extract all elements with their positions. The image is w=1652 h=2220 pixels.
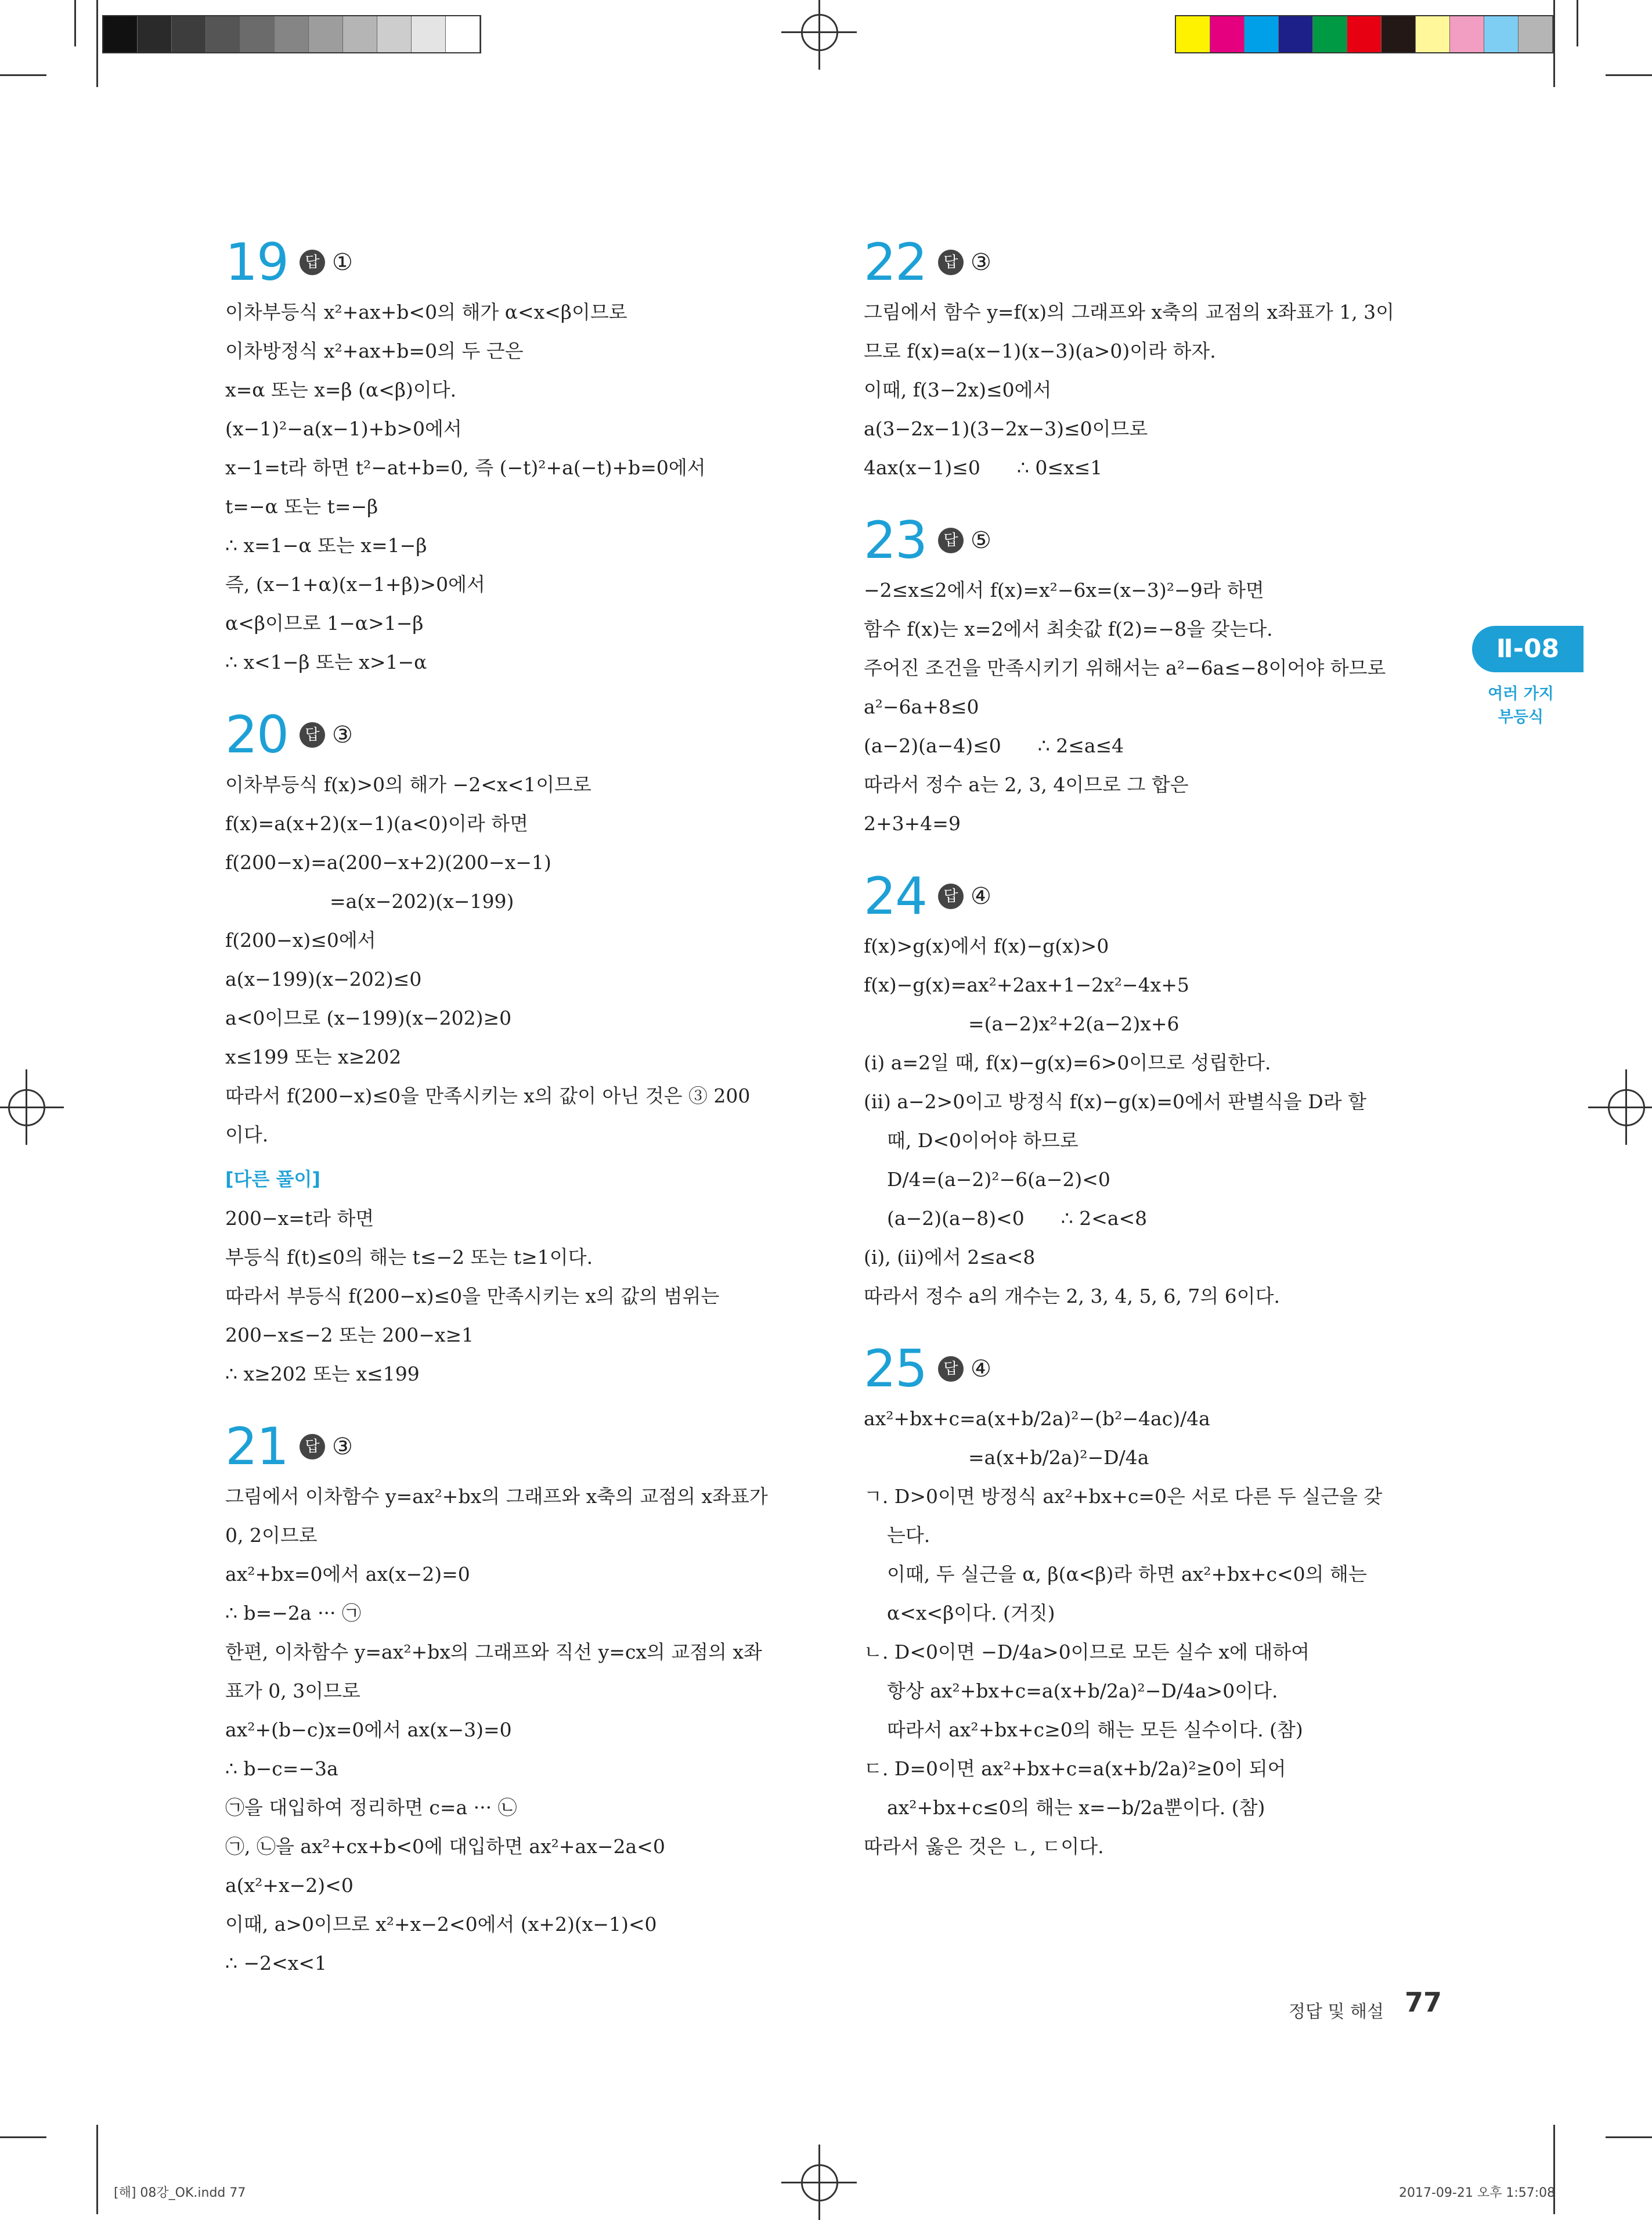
solution-line: ∴ x=1−α 또는 x=1−β [225, 534, 427, 557]
gray-swatch [275, 16, 309, 52]
problem-number: 19 [225, 232, 288, 292]
alternative-solution-line: ∴ x≥202 또는 x≤199 [225, 1363, 420, 1385]
color-swatch [1450, 16, 1484, 52]
right-column [864, 232, 1433, 1889]
gray-swatch [206, 16, 240, 52]
crop-mark-bottom-right-h [1606, 2136, 1652, 2138]
solution-line: ∴ x<1−β 또는 x>1−α [225, 651, 427, 673]
solution-line: t=−α 또는 t=−β [225, 495, 378, 518]
solution-line: a(x−199)(x−202)≤0 [225, 968, 422, 990]
solution-line: 따라서 ax²+bx+c≥0의 해는 모든 실수이다. (참) [887, 1718, 1303, 1741]
problem-header [225, 1417, 794, 1477]
answer-choice: ④ [970, 882, 991, 910]
solution-line: (a−2)(a−4)≤0 ∴ 2≤a≤4 [864, 734, 1124, 757]
solution-line: −2≤x≤2에서 f(x)=x²−6x=(x−3)²−9라 하면 [864, 579, 1264, 601]
problem-25 [864, 1339, 1433, 1866]
crop-mark-top-left-v2 [96, 0, 98, 87]
color-swatch [1347, 16, 1382, 52]
left-column [225, 232, 794, 2006]
solution-line: 그림에서 이차함수 y=ax²+bx의 그래프와 x축의 교점의 x좌표가 [225, 1485, 768, 1508]
solution-line: x−1=t라 하면 t²−at+b=0, 즉 (−t)²+a(−t)+b=0에서 [225, 456, 706, 479]
alternative-solution-line: 부등식 f(t)≤0의 해는 t≤−2 또는 t≥1이다. [225, 1246, 593, 1268]
crop-mark-top-left-h [0, 74, 46, 76]
solution-line: 이차부등식 x²+ax+b<0의 해가 α<x<β이므로 [225, 301, 627, 323]
gray-swatch [343, 16, 377, 52]
solution-line: a(3−2x−1)(3−2x−3)≤0이므로 [864, 417, 1148, 440]
grayscale-color-bar [102, 15, 481, 53]
gray-swatch [309, 16, 343, 52]
problem-header [864, 510, 1433, 571]
solution-line: =a(x+b/2a)²−D/4a [968, 1446, 1149, 1469]
color-swatch [1313, 16, 1347, 52]
solution-line: 이차방정식 x²+ax+b=0의 두 근은 [225, 340, 524, 362]
solution-line: (x−1)²−a(x−1)+b>0에서 [225, 417, 462, 440]
process-color-bar [1175, 15, 1554, 53]
crop-mark-bottom-left-h [0, 2136, 46, 2138]
solution-line: f(x)>g(x)에서 f(x)−g(x)>0 [864, 935, 1109, 957]
alternative-solution-line: 200−x=t라 하면 [225, 1207, 374, 1230]
chapter-tab: Ⅱ-08 [1472, 626, 1584, 672]
solution-line: 함수 f(x)는 x=2에서 최솟값 f(2)=−8을 갖는다. [864, 618, 1273, 640]
solution-line: f(x)−g(x)=ax²+2ax+1−2x²−4x+5 [864, 974, 1189, 996]
solution-line: α<x<β이다. (거짓) [887, 1602, 1055, 1624]
solution-line: ax²+(b−c)x=0에서 ax(x−3)=0 [225, 1718, 512, 1741]
solution-line: D/4=(a−2)²−6(a−2)<0 [887, 1168, 1110, 1191]
solution-line: 므로 f(x)=a(x−1)(x−3)(a>0)이라 하자. [864, 340, 1216, 362]
solution-line: =a(x−202)(x−199) [330, 890, 514, 913]
solution-line: f(200−x)=a(200−x+2)(200−x−1) [225, 851, 551, 874]
footer-section-label: 정답 및 해설 [1289, 2002, 1384, 2022]
answer-badge: 답 [938, 250, 964, 275]
color-swatch [1210, 16, 1245, 52]
problem-24 [864, 866, 1433, 1316]
problem-19 [225, 232, 794, 682]
solution-line: a<0이므로 (x−199)(x−202)≥0 [225, 1007, 512, 1029]
color-swatch [1176, 16, 1210, 52]
registration-mark-top [781, 0, 857, 70]
solution-line: ㉠, ㉡을 ax²+cx+b<0에 대입하면 ax²+ax−2a<0 [225, 1835, 665, 1858]
solution-line: 는다. [887, 1524, 930, 1547]
slug-datetime: 2017-09-21 오후 1:57:08 [1399, 2186, 1556, 2200]
solution-line: 주어진 조건을 만족시키기 위해서는 a²−6a≤−8이어야 하므로 [864, 657, 1386, 679]
answer-choice: ⑤ [970, 527, 991, 554]
color-swatch [1382, 16, 1416, 52]
solution-line: 따라서 옳은 것은 ㄴ, ㄷ이다. [864, 1835, 1104, 1858]
crop-mark-top-right-v [1577, 0, 1578, 46]
chapter-tab-subtitle-line1: 여러 가지 [1488, 685, 1554, 703]
solution-line: ㄴ. D<0이면 −D/4a>0이므로 모든 실수 x에 대하여 [864, 1641, 1310, 1663]
solution-line: f(x)=a(x+2)(x−1)(a<0)이라 하면 [225, 812, 528, 835]
solution-line: 4ax(x−1)≤0 ∴ 0≤x≤1 [864, 456, 1103, 479]
problem-header [864, 1339, 1433, 1399]
crop-mark-bottom-left-v [96, 2125, 98, 2214]
answer-choice: ① [331, 248, 353, 276]
solution-line: 항상 ax²+bx+c=a(x+b/2a)²−D/4a>0이다. [887, 1680, 1278, 1702]
answer-badge: 답 [938, 528, 964, 553]
problem-20 [225, 705, 794, 1393]
gray-swatch [377, 16, 412, 52]
problem-number: 25 [864, 1339, 926, 1399]
answer-badge: 답 [938, 884, 964, 909]
solution-line: (ⅱ) a−2>0이고 방정식 f(x)−g(x)=0에서 판별식을 D라 할 [864, 1090, 1366, 1113]
solution-line: ax²+bx=0에서 ax(x−2)=0 [225, 1563, 470, 1585]
solution-line: 이때, a>0이므로 x²+x−2<0에서 (x+2)(x−1)<0 [225, 1913, 657, 1936]
color-swatch [1484, 16, 1518, 52]
answer-choice: ③ [331, 721, 353, 748]
answer-badge: 답 [300, 250, 325, 275]
solution-line: x≤199 또는 x≥202 [225, 1046, 402, 1068]
solution-line: ㉠을 대입하여 정리하면 c=a ··· ㉡ [225, 1796, 517, 1819]
answer-choice: ③ [970, 248, 991, 276]
problem-number: 22 [864, 232, 926, 292]
solution-line: 따라서 정수 a는 2, 3, 4이므로 그 합은 [864, 773, 1189, 796]
solution-line: =(a−2)x²+2(a−2)x+6 [968, 1012, 1180, 1035]
alternative-solution-line: 200−x≤−2 또는 200−x≥1 [225, 1324, 474, 1346]
solution-line: 즉, (x−1+α)(x−1+β)>0에서 [225, 573, 485, 596]
color-swatch [1416, 16, 1450, 52]
solution-line: 이차부등식 f(x)>0의 해가 −2<x<1이므로 [225, 773, 591, 796]
solution-line: 이때, f(3−2x)≤0에서 [864, 379, 1052, 401]
problem-header [225, 705, 794, 765]
problem-21 [225, 1417, 794, 1983]
gray-swatch [412, 16, 446, 52]
solution-line: 이다. [225, 1123, 269, 1146]
solution-line: 때, D<0이어야 하므로 [887, 1129, 1079, 1152]
problem-number: 24 [864, 866, 926, 926]
alternative-solution-label: [다른 풀이] [225, 1168, 321, 1190]
gray-swatch [138, 16, 172, 52]
solution-line: 이때, 두 실근을 α, β(α<β)라 하면 ax²+bx+c<0의 해는 [887, 1563, 1367, 1585]
solution-line: 한편, 이차함수 y=ax²+bx의 그래프와 직선 y=cx의 교점의 x좌 [225, 1641, 762, 1663]
slug-file-name: [해] 08강_OK.indd 77 [114, 2186, 246, 2200]
solution-line: ax²+bx+c=a(x+b/2a)²−(b²−4ac)/4a [864, 1407, 1210, 1430]
solution-line: ∴ b=−2a ··· ㉠ [225, 1602, 362, 1624]
problem-header [864, 866, 1433, 927]
alternative-solution-line: 따라서 부등식 f(200−x)≤0을 만족시키는 x의 값의 범위는 [225, 1285, 720, 1307]
solution-line: 표가 0, 3이므로 [225, 1680, 360, 1702]
problem-header [225, 232, 794, 293]
gray-swatch [172, 16, 206, 52]
solution-line: a(x²+x−2)<0 [225, 1874, 354, 1897]
solution-line: (ⅰ), (ⅱ)에서 2≤a<8 [864, 1246, 1036, 1268]
problem-header [864, 232, 1433, 293]
registration-mark-left [0, 1069, 64, 1145]
answer-badge: 답 [300, 722, 325, 748]
problem-number: 21 [225, 1417, 288, 1476]
solution-line: (a−2)(a−8)<0 ∴ 2<a<8 [887, 1207, 1148, 1230]
gray-swatch [103, 16, 138, 52]
chapter-tab-subtitle-line2: 부등식 [1498, 708, 1544, 726]
chapter-tab-subtitle [1463, 683, 1579, 729]
solution-line: x=α 또는 x=β (α<β)이다. [225, 379, 457, 401]
solution-line: 2+3+4=9 [864, 812, 961, 835]
solution-line: a²−6a+8≤0 [864, 695, 979, 718]
problem-number: 23 [864, 510, 926, 570]
color-swatch [1279, 16, 1313, 52]
color-swatch [1518, 16, 1553, 52]
registration-mark-bottom [781, 2145, 857, 2220]
solution-line: 그림에서 함수 y=f(x)의 그래프와 x축의 교점의 x좌표가 1, 3이 [864, 301, 1395, 323]
answer-choice: ③ [331, 1433, 353, 1460]
solution-line: ㄱ. D>0이면 방정식 ax²+bx+c=0은 서로 다른 두 실근을 갖 [864, 1485, 1383, 1508]
problem-number: 20 [225, 705, 288, 765]
answer-choice: ④ [970, 1355, 991, 1382]
solution-line: 따라서 정수 a의 개수는 2, 3, 4, 5, 6, 7의 6이다. [864, 1285, 1281, 1307]
crop-mark-top-right-h [1606, 74, 1652, 76]
answer-badge: 답 [300, 1434, 325, 1459]
solution-line: ∴ b−c=−3a [225, 1757, 338, 1780]
solution-line: α<β이므로 1−α>1−β [225, 612, 424, 635]
solution-line: f(200−x)≤0에서 [225, 929, 376, 952]
crop-mark-top-left-v [74, 0, 76, 46]
solution-line: ∴ −2<x<1 [225, 1952, 327, 1974]
gray-swatch [446, 16, 480, 52]
color-swatch [1245, 16, 1279, 52]
solution-line: 따라서 f(200−x)≤0을 만족시키는 x의 값이 아닌 것은 ③ 200 [225, 1084, 751, 1107]
problem-23 [864, 510, 1433, 843]
solution-line: (ⅰ) a=2일 때, f(x)−g(x)=6>0이므로 성립한다. [864, 1051, 1271, 1074]
problem-22 [864, 232, 1433, 487]
solution-line: ax²+bx+c≤0의 해는 x=−b/2a뿐이다. (참) [887, 1796, 1265, 1819]
gray-swatch [240, 16, 275, 52]
solution-line: 0, 2이므로 [225, 1524, 318, 1547]
registration-mark-right [1588, 1069, 1652, 1145]
solution-line: ㄷ. D=0이면 ax²+bx+c=a(x+b/2a)²≥0이 되어 [864, 1757, 1286, 1780]
page-number: 77 [1405, 1987, 1442, 2018]
answer-badge: 답 [938, 1356, 964, 1382]
